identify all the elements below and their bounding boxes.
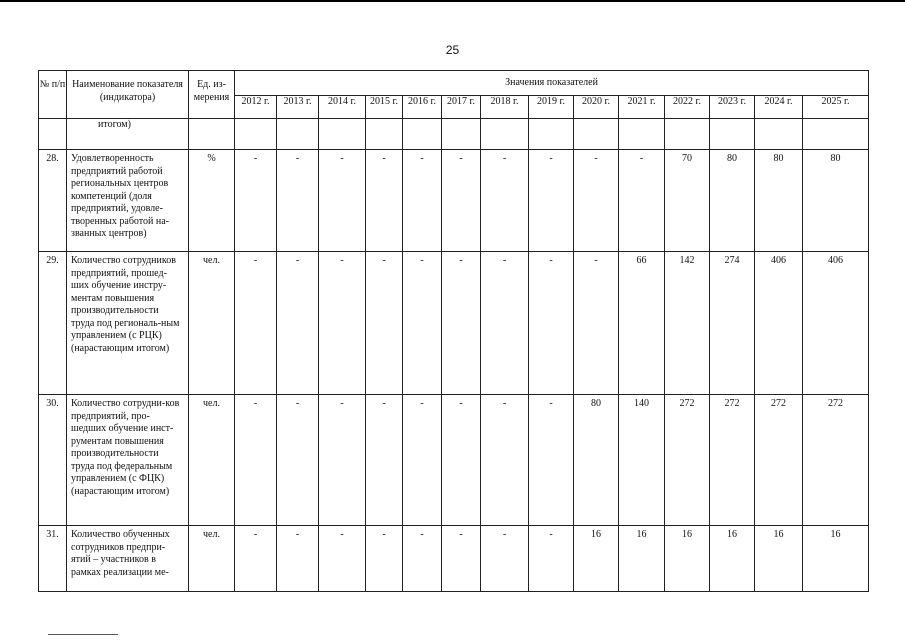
header-year: 2023 г. <box>710 96 755 119</box>
indicator-name: Удовлетворенность предприятий работой региональных центров компетенций (доля предприятий, удовле-творенных работой на-званных центров) <box>67 150 189 252</box>
continuation-name-cell: итогом) <box>67 119 189 150</box>
value-cell: 272 <box>803 395 869 526</box>
header-year: 2021 г. <box>619 96 665 119</box>
header-year: 2016 г. <box>403 96 442 119</box>
page-number: 25 <box>445 43 460 57</box>
value-cell: 66 <box>619 252 665 395</box>
value-cell: - <box>529 395 574 526</box>
value-cell: 140 <box>619 395 665 526</box>
value-cell: - <box>277 395 319 526</box>
value-cell: - <box>366 252 403 395</box>
header-year: 2019 г. <box>529 96 574 119</box>
value-cell: 16 <box>574 526 619 592</box>
header-year: 2024 г. <box>755 96 803 119</box>
header-year: 2015 г. <box>366 96 403 119</box>
header-year: 2025 г. <box>803 96 869 119</box>
header-unit: Ед. из-мерения <box>189 71 235 119</box>
value-cell: - <box>442 150 481 252</box>
value-cell: 80 <box>710 150 755 252</box>
value-cell: - <box>481 395 529 526</box>
table-row <box>39 395 869 526</box>
value-cell: - <box>319 395 366 526</box>
value-cell: - <box>366 395 403 526</box>
footer-line <box>48 634 118 635</box>
row-number: 28. <box>39 150 67 252</box>
value-cell: - <box>442 526 481 592</box>
value-cell: - <box>277 526 319 592</box>
value-cell: - <box>403 395 442 526</box>
indicator-name: Количество обученных сотрудников предпри-ятий – участников в рамках реализации ме- <box>67 526 189 592</box>
value-cell: - <box>235 150 277 252</box>
header-year: 2012 г. <box>235 96 277 119</box>
value-cell: 272 <box>710 395 755 526</box>
value-cell: - <box>442 252 481 395</box>
value-cell: - <box>235 395 277 526</box>
value-cell: - <box>529 252 574 395</box>
value-cell: - <box>481 526 529 592</box>
value-cell: 80 <box>803 150 869 252</box>
header-number: № п/п <box>39 71 67 119</box>
unit-cell: чел. <box>189 395 235 526</box>
row-number: 30. <box>39 395 67 526</box>
header-year: 2017 г. <box>442 96 481 119</box>
header-year: 2022 г. <box>665 96 710 119</box>
header-year: 2018 г. <box>481 96 529 119</box>
table-row <box>39 252 869 395</box>
value-cell: - <box>574 150 619 252</box>
value-cell: - <box>319 252 366 395</box>
value-cell: 274 <box>710 252 755 395</box>
value-cell: 70 <box>665 150 710 252</box>
header-year: 2014 г. <box>319 96 366 119</box>
value-cell: 16 <box>619 526 665 592</box>
value-cell: 80 <box>574 395 619 526</box>
value-cell: - <box>235 526 277 592</box>
value-cell: - <box>481 150 529 252</box>
continuation-row <box>39 119 869 150</box>
value-cell: - <box>619 150 665 252</box>
value-cell: 406 <box>755 252 803 395</box>
indicator-name: Количество сотрудни-ков предприятий, про-шедших обучение инст-рументам повышения производительности труда под федеральным управлением (с ФЦК) (нарастающим итогом) <box>67 395 189 526</box>
continuation-num-cell <box>39 119 67 150</box>
value-cell: - <box>481 252 529 395</box>
value-cell: 16 <box>755 526 803 592</box>
value-cell: 142 <box>665 252 710 395</box>
table-row <box>39 150 869 252</box>
value-cell: - <box>319 526 366 592</box>
value-cell: - <box>442 395 481 526</box>
value-cell: - <box>403 526 442 592</box>
value-cell: - <box>277 150 319 252</box>
row-number: 29. <box>39 252 67 395</box>
table-row <box>39 526 869 592</box>
value-cell: - <box>235 252 277 395</box>
value-cell: - <box>529 150 574 252</box>
value-cell: - <box>403 150 442 252</box>
indicators-table <box>38 70 869 592</box>
indicator-name: Количество сотрудников предприятий, прошед-ших обучение инстру-ментам повышения производительности труда под региональ-ным управлением (с РЦК) (нарастающим итогом) <box>67 252 189 395</box>
unit-cell: чел. <box>189 526 235 592</box>
value-cell: 80 <box>755 150 803 252</box>
unit-cell: чел. <box>189 252 235 395</box>
continuation-unit-cell <box>189 119 235 150</box>
top-border-line <box>0 0 905 2</box>
header-indicator-name: Наименование показателя (индикатора) <box>67 71 189 119</box>
value-cell: 16 <box>803 526 869 592</box>
value-cell: - <box>403 252 442 395</box>
value-cell: - <box>277 252 319 395</box>
value-cell: 406 <box>803 252 869 395</box>
value-cell: - <box>366 526 403 592</box>
header-year: 2020 г. <box>574 96 619 119</box>
value-cell: - <box>574 252 619 395</box>
value-cell: - <box>366 150 403 252</box>
value-cell: - <box>319 150 366 252</box>
value-cell: 272 <box>665 395 710 526</box>
header-year: 2013 г. <box>277 96 319 119</box>
value-cell: 16 <box>665 526 710 592</box>
row-number: 31. <box>39 526 67 592</box>
value-cell: 272 <box>755 395 803 526</box>
unit-cell: % <box>189 150 235 252</box>
value-cell: - <box>529 526 574 592</box>
header-values: Значения показателей <box>235 71 869 96</box>
value-cell: 16 <box>710 526 755 592</box>
